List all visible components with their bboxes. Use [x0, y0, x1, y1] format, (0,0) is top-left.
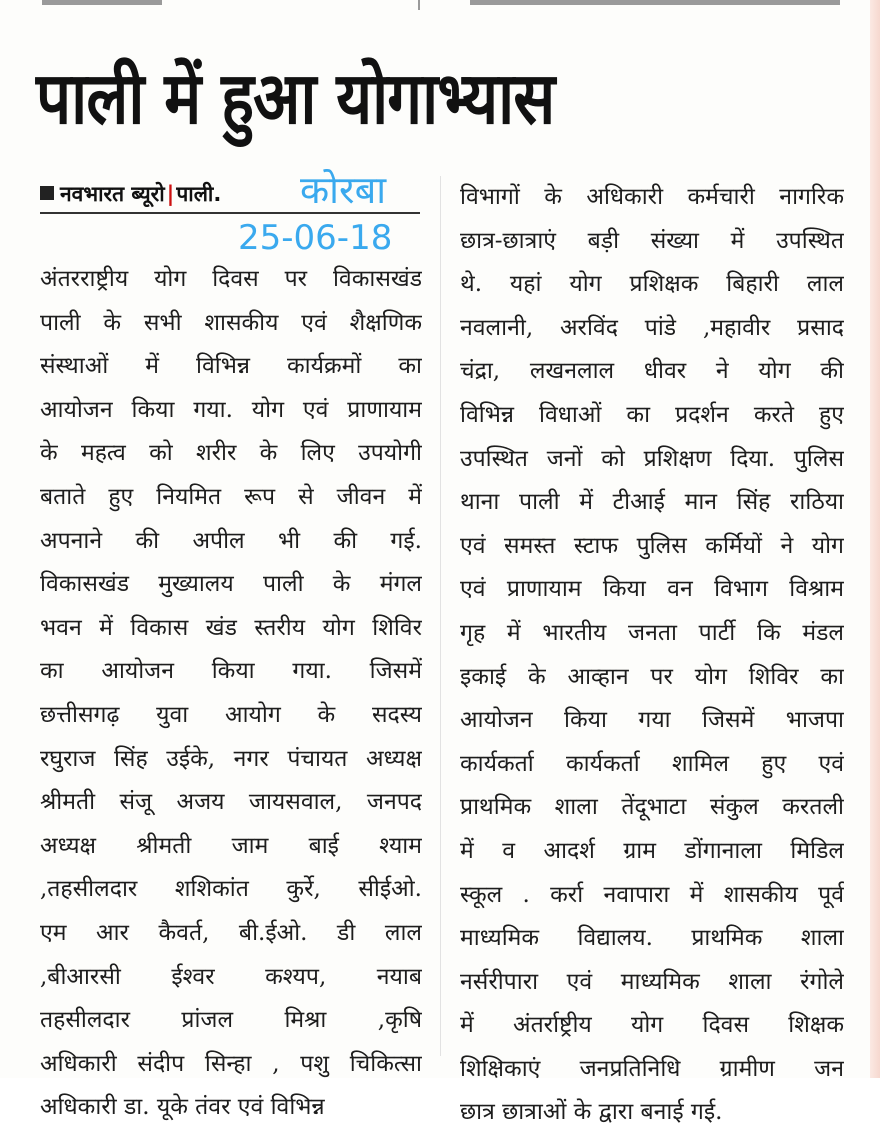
article-line: चंद्रा, लखनलाल धीवर ने योग की — [460, 358, 844, 385]
handwritten-place-annotation: कोरबा — [300, 168, 387, 212]
article-line: गृह में भारतीय जनता पार्टी कि मंडल — [460, 619, 844, 646]
handwritten-date-annotation: 25-06-18 — [238, 218, 393, 258]
article-line: अधिकारी संदीप सिन्हा , पशु चिकित्सा — [40, 1050, 422, 1077]
article-line: नर्सरीपारा एवं माध्यमिक शाला रंगोले — [460, 968, 844, 995]
article-line: उपस्थित जनों को प्रशिक्षण दिया. पुलिस — [460, 445, 844, 472]
article-line: छत्तीसगढ़ युवा आयोग के सदस्य — [40, 701, 422, 728]
article-line: शिक्षिकाएं जनप्रतिनिधि ग्रामीण जन — [460, 1055, 844, 1082]
article-line: कार्यकर्ता कार्यकर्ता शामिल हुए एवं — [460, 750, 844, 777]
dateline-separator: | — [166, 182, 175, 206]
article-line: स्कूल . कर्रा नवापारा में शासकीय पूर्व — [460, 881, 844, 908]
page-edge — [870, 0, 880, 1078]
article-line: आयोजन किया गया जिसमें भाजपा — [460, 707, 844, 734]
article-line: में अंतर्राष्ट्रीय योग दिवस शिक्षक — [460, 1012, 844, 1039]
article-line: रघुराज सिंह उईके, नगर पंचायत अध्यक्ष — [40, 745, 422, 772]
article-line: छात्र छात्राओं के द्वारा बनाई गई. — [460, 1099, 723, 1126]
article-line: ,बीआरसी ईश्वर कश्यप, नयाब — [40, 963, 422, 990]
bullet-square-icon — [40, 186, 54, 200]
article-line: के महत्व को शरीर के लिए उपयोगी — [40, 440, 422, 467]
article-line: अंतरराष्ट्रीय योग दिवस पर विकासखंड — [40, 266, 422, 292]
dateline-place: पाली. — [176, 182, 222, 206]
article-line: संस्थाओं में विभिन्न कार्यक्रमों का — [40, 353, 422, 380]
column-divider — [440, 176, 441, 1056]
article-line: प्राथमिक शाला तेंदूभाटा संकुल करतली — [460, 794, 844, 821]
article-line: अधिकारी डा. यूके तंवर एवं विभिन्न — [40, 1094, 325, 1121]
article-line: विभिन्न विधाओं का प्रदर्शन करते हुए — [460, 401, 844, 428]
article-line: आयोजन किया गया. योग एवं प्राणायाम — [40, 396, 422, 423]
article-column-left — [40, 258, 422, 1130]
dateline-rule — [40, 212, 420, 214]
article-line: विभागों के अधिकारी कर्मचारी नागरिक — [460, 184, 844, 210]
dateline-source: नवभारत ब्यूरो — [60, 182, 165, 206]
article-column-right — [460, 176, 844, 1135]
article-line: विकासखंड मुख्यालय पाली के मंगल — [40, 571, 422, 598]
headline: पाली में हुआ योगाभ्यास — [36, 56, 555, 140]
article-line: अध्यक्ष श्रीमती जाम बाई श्याम — [40, 832, 422, 859]
article-line: भवन में विकास खंड स्तरीय योग शिविर — [40, 614, 422, 641]
article-line: एम आर कैवर्त, बी.ईओ. डी लाल — [40, 919, 422, 946]
article-line: श्रीमती संजू अजय जायसवाल, जनपद — [40, 789, 422, 816]
article-line: एवं समस्त स्टाफ पुलिस कर्मियों ने योग — [460, 532, 844, 559]
article-line: माध्यमिक विद्यालय. प्राथमिक शाला — [460, 925, 844, 952]
article-line: बताते हुए नियमित रूप से जीवन में — [40, 483, 422, 510]
article-line: थे. यहां योग प्रशिक्षक बिहारी लाल — [460, 271, 844, 298]
article-line: का आयोजन किया गया. जिसमें — [40, 658, 422, 685]
article-line: छात्र-छात्राएं बड़ी संख्या में उपस्थित — [460, 227, 844, 254]
article-line: एवं प्राणायाम किया वन विभाग विश्राम — [460, 576, 844, 603]
dateline — [40, 178, 221, 210]
article-line: ,तहसीलदार शशिकांत कुर्रे, सीईओ. — [40, 876, 422, 903]
article-line: थाना पाली में टीआई मान सिंह राठिया — [460, 489, 844, 516]
article-line: में व आदर्श ग्राम डोंगानाला मिडिल — [460, 837, 844, 864]
article-line: इकाई के आव्हान पर योग शिविर का — [460, 663, 844, 690]
article-line: पाली के सभी शासकीय एवं शैक्षणिक — [40, 309, 422, 336]
article-line: नवलानी, अरविंद पांडे ,महावीर प्रसाद — [460, 314, 844, 341]
article-line: तहसीलदार प्रांजल मिश्रा ,कृषि — [40, 1007, 422, 1034]
cropped-previous-text — [0, 0, 880, 10]
article-line: अपनाने की अपील भी की गई. — [40, 527, 422, 554]
